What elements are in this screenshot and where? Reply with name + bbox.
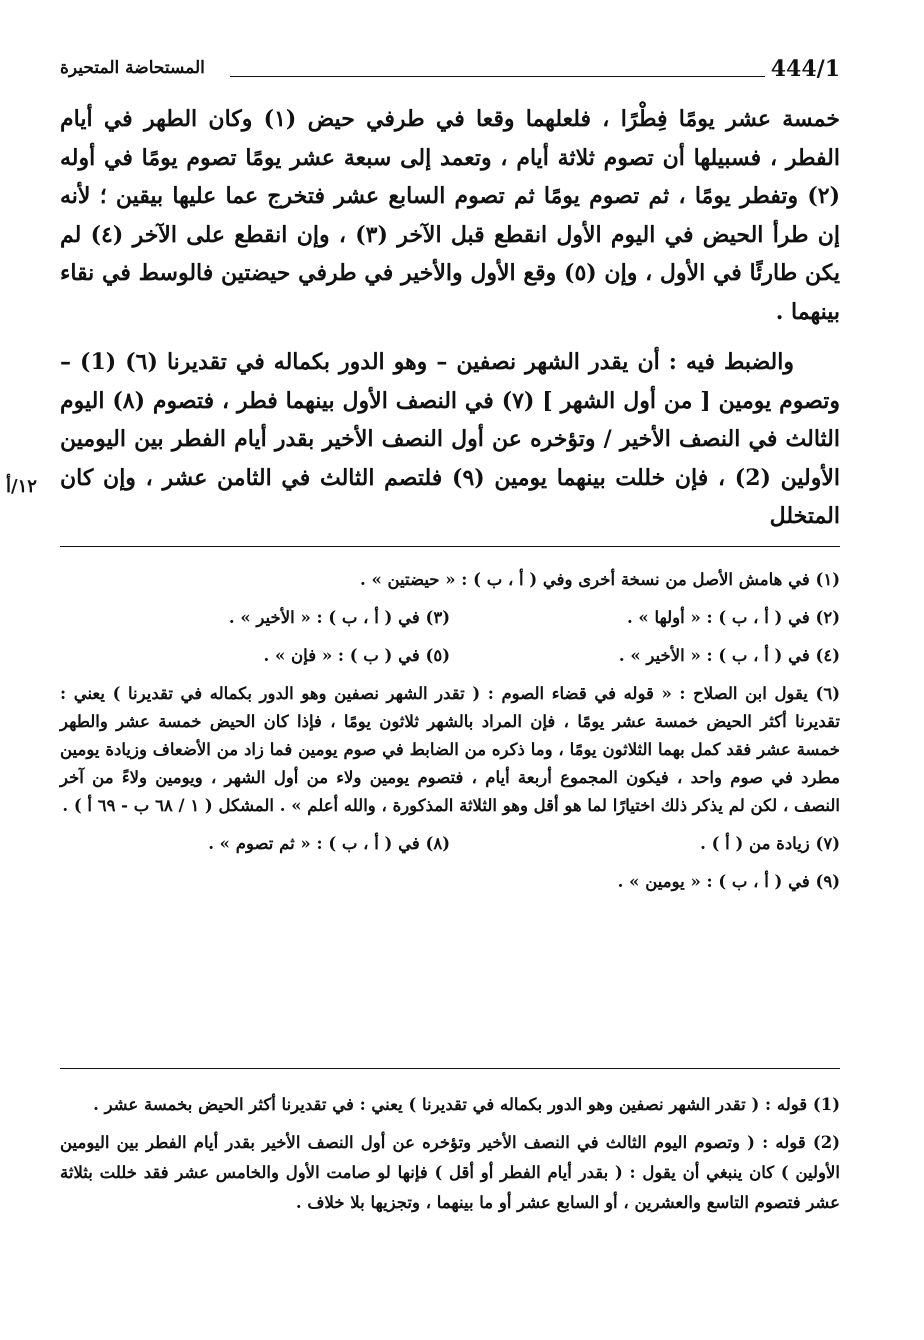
header-rule (230, 76, 765, 77)
main-paragraph-2: والضبط فيه : أن يقدر الشهر نصفين – وهو الدور بكماله في تقديرنا (٦) (1) – وتصوم يومين [ من أول الشهر ] (٧) في النصف الأول بينهما فطر ، فتصوم (٨) اليوم الثالث في النصف الأخير / وتؤخره عن أول النصف الأخير بقدر أيام الفطر بين اليومين الأولين (2) ، فإن خللت بينهما يومين (٩) فلتصم الثالث في الثامن عشر ، وإن كان المتخلل (60, 349, 840, 529)
commentary-notes (60, 1090, 840, 1226)
footnote-7: (٧) زيادة من ( أ ) . (700, 834, 840, 853)
footnote-9: (٩) في ( أ ، ب ) : « يومين » . (617, 872, 840, 891)
footnote-8: (٨) في ( أ ، ب ) : « ثم تصوم » . (208, 834, 450, 853)
footnote-6: (٦) يقول ابن الصلاح : « قوله في قضاء الصوم : ( تقدر الشهر نصفين وهو الدور بكماله في تقديرنا ) يعني : تقديرنا أكثر الحيض خمسة عشر يومًا ، فإن المراد بالشهر ثلاثون يومًا ، فإذا كان الحيض خمسة عشر والطهر خمسة عشر فقد كمل بهما الثلاثون يومًا ، وما ذكره من الضابط في صوم يومين فما زاد من الأضعاف وزيادة يومين مطرد في صوم واحد ، فيكون المجموع أربعة أيام ، فتصوم يومين ولاء من أول الشهر ، ويومين ولاءً من آخر النصف ، لكن لم يذكر ذلك اختيارًا لما هو أقل وهو الثلاثة المذكورة ، والله أعلم » . المشكل ( ١ / ٦٨ ب - ٦٩ أ ) . (60, 684, 840, 815)
margin-folio-reference: ١٢/أ (6, 476, 37, 497)
main-paragraph-1: خمسة عشر يومًا فِطْرًا ، فلعلهما وقعا في طرفي حيض (١) وكان الطهر في أيام الفطر ، فسبيلها أن تصوم ثلاثة أيام ، وتعمد إلى سبعة عشر يومًا تصوم يومًا في أوله (٢) وتفطر يومًا ، ثم تصوم يومًا ثم تصوم السابع عشر فتخرج عما عليها بيقين ؛ لأنه إن طرأ الحيض في اليوم الأول انقطع قبل الآخر (٣) ، وإن انقطع على الآخر (٤) لم يكن طارئًا في الأول ، وإن (٥) وقع الأول والأخير في طرفي حيضتين فالوسط في نقاء بينهما . (60, 106, 841, 325)
footnote-2: (٢) في ( أ ، ب ) : « أولها » . (626, 608, 840, 627)
commentary-note-1: (1) قوله : ( تقدر الشهر نصفين وهو الدور بكماله في تقديرنا ) يعني : في تقديرنا أكثر الحيض بخمسة عشر . (93, 1095, 840, 1114)
footnote-5: (٥) في ( ب ) : « فإن » . (263, 646, 450, 665)
footnote-4: (٤) في ( أ ، ب ) : « الأخير » . (618, 646, 840, 665)
commentary-note-2: (2) قوله : ( وتصوم اليوم الثالث في النصف الأخير وتؤخره عن أول النصف الأخير بقدر أيام الفطر بين اليومين الأولين ) كان ينبغي أن يقول : ( بقدر أيام الفطر أو أقل ) فإنها لو صامت الأول والخامس عشر فقد خللت بثلاثة عشر فتصوم التاسع والعشرين ، أو السابع عشر أو ما بينهما ، وتجزيها بلا خلاف . (60, 1133, 840, 1212)
page-header (60, 52, 840, 88)
footnote-row (60, 604, 840, 632)
footnote-separator (60, 546, 840, 547)
endnote-separator (60, 1068, 840, 1069)
page-number: 444/1 (770, 56, 840, 82)
footnote-row (60, 830, 840, 858)
footnote-3: (٣) في ( أ ، ب ) : « الأخير » . (228, 608, 450, 627)
main-text (60, 100, 840, 536)
footnote-row (60, 642, 840, 670)
running-title: المستحاضة المتحيرة (60, 58, 205, 78)
footnote-1: (١) في هامش الأصل من نسخة أخرى وفي ( أ ، ب ) : « حيضتين » . (359, 570, 840, 589)
footnotes (60, 566, 840, 906)
